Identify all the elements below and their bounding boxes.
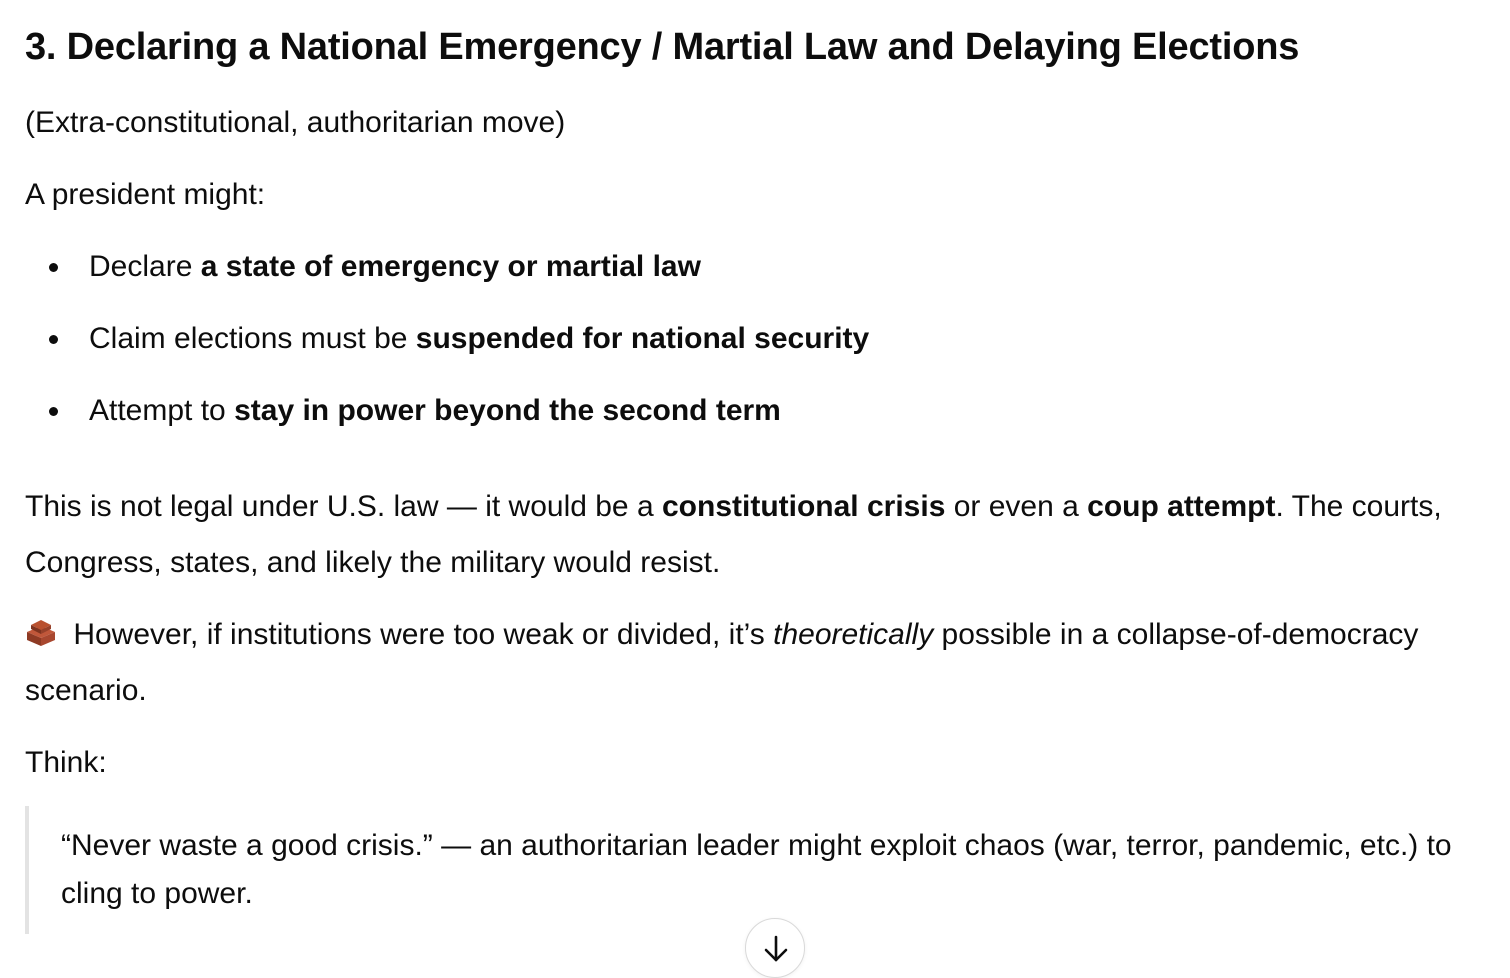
however-text-2: possible in a collapse-of-democracy scenario. [25,618,1419,707]
however-emphasis: theoretically [773,618,934,651]
however-text-1: However, if institutions were too weak or divided, it’s [65,618,774,651]
legal-emphasis-2: coup attempt [1087,490,1276,523]
arrow-down-icon [762,933,790,965]
list-item-emphasis: stay in power beyond the second term [234,394,781,427]
brick-icon [25,611,57,641]
list-item-prefix: Declare [89,250,201,283]
quote-text: “Never waste a good crisis.” — an authoritarian leader might exploit chaos (war, terror, pandemic, etc.) to cling to power. [61,829,1452,910]
list-item [25,239,869,311]
legal-text-2: or even a [945,490,1088,523]
section-heading: 3. Declaring a National Emergency / Martial Law and Delaying Elections [25,26,1300,68]
list-item-emphasis: a state of emergency or martial law [200,250,701,283]
scroll-to-bottom-button[interactable] [745,918,805,978]
legal-emphasis-1: constitutional crisis [661,490,946,523]
list-item [25,383,869,455]
however-paragraph [25,607,1465,719]
bullet-marker [49,263,58,272]
lead-text: A president might: [25,178,266,211]
bullet-marker [49,407,58,416]
blockquote [25,806,1505,934]
list-item [25,311,869,383]
list-item-emphasis: suspended for national security [415,322,870,355]
legal-text-1: This is not legal under U.S. law — it would be a [25,490,662,523]
legal-paragraph [25,479,1465,591]
action-list [25,239,869,455]
legal-text-3: . The courts, Congress, states, and likely the military would resist. [25,490,1442,579]
section-subtitle: (Extra-constitutional, authoritarian move) [25,106,566,139]
list-item-prefix: Attempt to [89,394,235,427]
bullet-marker [49,335,58,344]
think-label: Think: [25,746,107,779]
list-item-prefix: Claim elections must be [89,322,416,355]
